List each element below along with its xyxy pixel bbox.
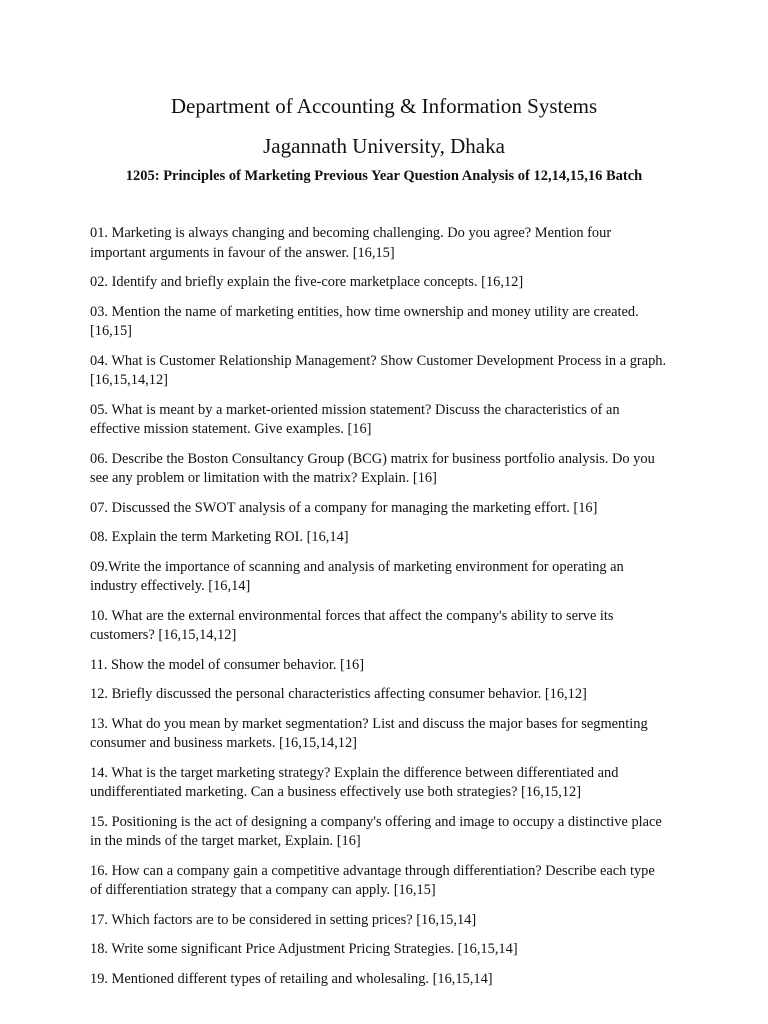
question-item: 09.Write the importance of scanning and analysis of marketing environment for operating an industry effectively. [16,14] xyxy=(90,558,624,594)
question-item: 10. What are the external environmental forces that affect the company's ability to serve its customers? [16,15,14,12] xyxy=(90,607,614,643)
question-item: 02. Identify and briefly explain the five-core marketplace concepts. [16,12] xyxy=(90,274,524,290)
question-item: 04. What is Customer Relationship Management? Show Customer Development Process in a graph. [16,15,14,12] xyxy=(90,352,667,388)
question-list xyxy=(90,224,670,999)
question-item: 19. Mentioned different types of retailing and wholesaling. [16,15,14] xyxy=(90,970,493,987)
document-subtitle: 1205: Principles of Marketing Previous Year Question Analysis of 12,14,15,16 Batch xyxy=(125,168,643,184)
question-item: 01. Marketing is always changing and becoming challenging. Do you agree? Mention four important arguments in favour of the answer. [16,15] xyxy=(90,225,612,261)
question-item: 12. Briefly discussed the personal characteristics affecting consumer behavior. [16,12] xyxy=(90,686,587,702)
question-item: 17. Which factors are to be considered in setting prices? [16,15,14] xyxy=(90,911,477,928)
question-item: 03. Mention the name of marketing entities, how time ownership and money utility are created. [16,15] xyxy=(90,303,639,339)
department-heading: Department of Accounting & Information Systems xyxy=(170,94,598,118)
question-item: 05. What is meant by a market-oriented mission statement? Discuss the characteristics of an effective mission statement. Give examples. [16] xyxy=(90,401,620,437)
question-item: 06. Describe the Boston Consultancy Group (BCG) matrix for business portfolio analysis. Do you see any problem or limitation with the matrix? Explain. [16] xyxy=(90,450,655,486)
question-item: 07. Discussed the SWOT analysis of a company for managing the marketing effort. [16] xyxy=(90,499,598,516)
question-item: 14. What is the target marketing strategy? Explain the difference between differentiated and undifferentiated marketing. Can a business effectively use both strategies? [16,15,12] xyxy=(90,764,619,800)
question-item: 15. Positioning is the act of designing a company's offering and image to occupy a distinctive place in the minds of the target market, Explain. [16] xyxy=(90,813,662,849)
question-item: 11. Show the model of consumer behavior. [16] xyxy=(90,656,365,673)
question-item: 16. How can a company gain a competitive advantage through differentiation? Describe each type of differentiation strategy that a company can apply. [16,15] xyxy=(90,862,655,898)
question-item: 13. What do you mean by market segmentation? List and discuss the major bases for segmenting consumer and business markets. [16,15,14,12] xyxy=(90,715,648,751)
question-item: 18. Write some significant Price Adjustment Pricing Strategies. [16,15,14] xyxy=(90,941,518,957)
question-item: 08. Explain the term Marketing ROI. [16,14] xyxy=(90,529,349,545)
university-heading: Jagannath University, Dhaka xyxy=(263,134,505,158)
